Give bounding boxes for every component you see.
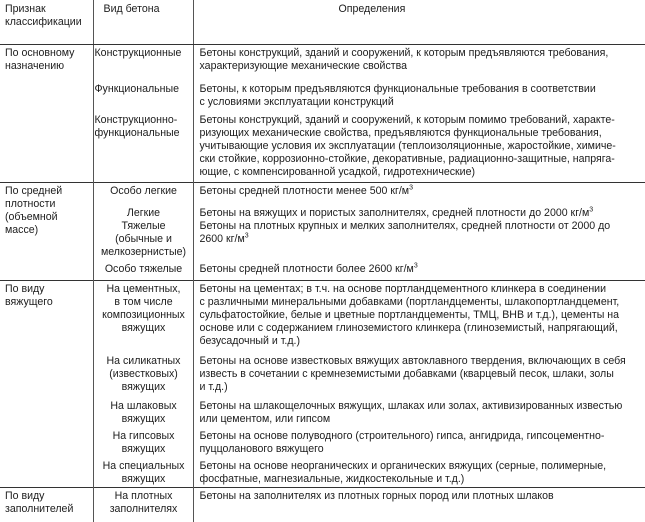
- table-row: [0, 81, 645, 112]
- table-row: [0, 398, 645, 428]
- type-cell: На шлаковых вяжущих: [93, 398, 193, 428]
- type-cell: Легкие Тяжелые (обычные и мелкозернистые): [93, 205, 193, 261]
- type-cell: Конструкционные: [93, 45, 193, 81]
- header-definition: Определения: [193, 0, 645, 45]
- table-row: [0, 45, 645, 81]
- unit-superscript: 3: [413, 261, 418, 269]
- table-row: [0, 458, 645, 488]
- table-row: [0, 281, 645, 353]
- definition-cell: Бетоны конструкций, зданий и сооружений, к которым помимо требований, характе- ризующих механические свойства, предъявляются функциональные требования, учитывающие условия их эксплуатации (теплоизоляционные, жаростойкие, химиче- ски стойкие, коррозионно-стойкие, декоративные, радиационно-защитные, напряга- ющие, с компенсированной усадкой, гидротехнические): [193, 112, 645, 183]
- definition-cell: Бетоны на основе известковых вяжущих автоклавного твердения, включающих в себя известь в сочетании с кремнеземистыми добавками (кварцевый песок, шлаки, золы и т.д.): [193, 353, 645, 398]
- criterion-density: По средней плотности (объемной массе): [0, 183, 93, 281]
- header-type: Вид бетона: [93, 0, 193, 45]
- definition-cell: Бетоны средней плотности более 2600 $кг/м^3$: [193, 261, 645, 281]
- table-row: [0, 261, 645, 281]
- type-cell: Функциональные: [93, 81, 193, 112]
- type-cell: Особо тяжелые: [93, 261, 193, 281]
- unit-superscript: 3: [244, 231, 249, 239]
- criterion-purpose: По основному назначению: [0, 45, 93, 183]
- definition-cell: Бетоны на цементах; в т.ч. на основе портландцементного клинкера в соединении с различными минеральными добавками (портландцементы, шлакопортландцемент, сульфатостойкие, белые и цветные портландцементы, ТМЦ, ВНВ и т.д.), цементы на основе или с содержанием глиноземистого клинкера (глиноземистый, напрягающий, безусадочный и т.д.): [193, 281, 645, 353]
- table-row: [0, 183, 645, 205]
- definition-cell: Бетоны, к которым предъявляются функциональные требования в соответствии с условиями эксплуатации конструкций: [193, 81, 645, 112]
- type-cell: Конструкционно- функциональные: [93, 112, 193, 183]
- unit-superscript: 3: [589, 205, 594, 213]
- definition-cell: Бетоны на шлакощелочных вяжущих, шлаках или золах, активизированных известью или цементом, или гипсом: [193, 398, 645, 428]
- criterion-binder: По виду вяжущего: [0, 281, 93, 488]
- header-row: [0, 0, 645, 45]
- type-cell: На гипсовых вяжущих: [93, 428, 193, 458]
- unit-superscript: 3: [409, 184, 413, 192]
- header-criterion: Признак классификации: [0, 0, 93, 45]
- table-row: [0, 428, 645, 458]
- definition-cell: Бетоны на заполнителях из плотных горных пород или плотных шлаков: [193, 488, 645, 522]
- type-cell: На специальных вяжущих: [93, 458, 193, 488]
- type-cell: Особо легкие: [93, 183, 193, 205]
- definition-cell: Бетоны на основе неорганических и органических вяжущих (серные, полимерные, фосфатные, магнезиальные, жидкостекольные и т.д.): [193, 458, 645, 488]
- table-row: [0, 112, 645, 183]
- table-row: [0, 488, 645, 522]
- table-row: [0, 353, 645, 398]
- table-row: [0, 205, 645, 261]
- type-cell: На плотных заполнителях: [93, 488, 193, 522]
- definition-cell: Бетоны конструкций, зданий и сооружений, к которым предъявляются требования, характеризующие механические свойства: [193, 45, 645, 81]
- type-cell: На силикатных (известковых) вяжущих: [93, 353, 193, 398]
- definition-cell: Бетоны на вяжущих и пористых заполнителях, средней плотности до 2000 $кг/м^3$ Бетоны на плотных крупных и мелких заполнителях, средней плотности от 2000 до 2600 $кг/м^3$: [193, 205, 645, 261]
- definition-cell: Бетоны на основе полуводного (строительного) гипса, ангидрида, гипсоцементно- пуццоланового вяжущего: [193, 428, 645, 458]
- criterion-aggregate: По виду заполнителей: [0, 488, 93, 522]
- definition-cell: Бетоны средней плотности менее 500 $кг/м^3$: [193, 183, 645, 205]
- type-cell: На цементных, в том числе композиционных вяжущих: [93, 281, 193, 353]
